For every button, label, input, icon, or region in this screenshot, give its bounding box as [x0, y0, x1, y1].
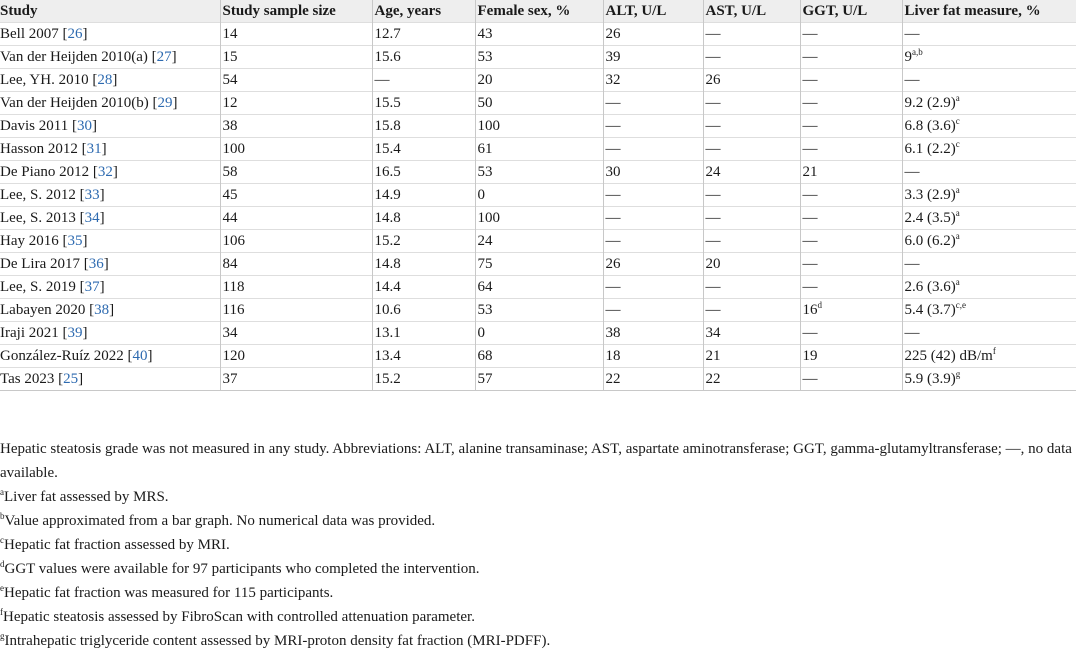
cell-ast: 24 [703, 161, 800, 184]
table-row [0, 92, 1076, 115]
cell-female: 20 [475, 69, 603, 92]
cell-liver-fat [902, 23, 1076, 46]
reference-link[interactable]: 40 [132, 347, 148, 364]
footnote-mark: a [955, 92, 960, 103]
footnote-mark: c [955, 138, 960, 149]
cell-liver-fat [902, 230, 1076, 253]
cell-female: 64 [475, 276, 603, 299]
study-name: Davis 2011 [ [0, 117, 77, 134]
reference-close: ] [172, 94, 178, 111]
footnote-mark: a [955, 207, 960, 218]
cell-alt: — [603, 299, 703, 322]
table-row [0, 184, 1076, 207]
footnote [0, 557, 1072, 581]
footnote-text: Value approximated from a bar graph. No numerical data was provided. [4, 513, 436, 529]
liver-fat-value: 9 [904, 48, 912, 65]
liver-fat-value: 5.4 (3.7) [904, 301, 956, 318]
table-notes [0, 437, 1072, 653]
cell-study [0, 138, 220, 161]
cell-alt: 26 [603, 253, 703, 276]
footnote [0, 629, 1072, 653]
cell-ggt [800, 207, 902, 230]
column-header: Female sex, % [475, 0, 603, 23]
table-row [0, 230, 1076, 253]
cell-ast: — [703, 276, 800, 299]
cell-sample-size: 34 [220, 322, 372, 345]
cell-age: 14.4 [372, 276, 475, 299]
reference-close: ] [109, 301, 115, 318]
cell-alt: — [603, 115, 703, 138]
study-name: González-Ruíz 2022 [ [0, 347, 133, 364]
footnote [0, 581, 1072, 605]
cell-ast: — [703, 230, 800, 253]
cell-female: 100 [475, 207, 603, 230]
study-name: Lee, S. 2019 [ [0, 278, 85, 295]
reference-link[interactable]: 27 [156, 48, 172, 65]
cell-sample-size: 100 [220, 138, 372, 161]
cell-age: 15.4 [372, 138, 475, 161]
liver-fat-value: 3.3 (2.9) [904, 186, 956, 203]
column-header: ALT, U/L [603, 0, 703, 23]
cell-age: 14.8 [372, 253, 475, 276]
reference-close: ] [112, 163, 118, 180]
reference-link[interactable]: 25 [63, 370, 79, 387]
cell-age: 15.2 [372, 230, 475, 253]
cell-ggt [800, 23, 902, 46]
cell-age: 15.8 [372, 115, 475, 138]
column-header: AST, U/L [703, 0, 800, 23]
cell-liver-fat [902, 207, 1076, 230]
ggt-value: — [802, 140, 818, 157]
cell-sample-size: 38 [220, 115, 372, 138]
reference-close: ] [91, 117, 97, 134]
cell-sample-size: 118 [220, 276, 372, 299]
column-header: GGT, U/L [800, 0, 902, 23]
reference-link[interactable]: 35 [67, 232, 83, 249]
cell-age: 16.5 [372, 161, 475, 184]
cell-liver-fat [902, 322, 1076, 345]
cell-age: 10.6 [372, 299, 475, 322]
reference-link[interactable]: 34 [84, 209, 100, 226]
cell-ast: 22 [703, 368, 800, 391]
table-row [0, 368, 1076, 391]
cell-ggt [800, 276, 902, 299]
footnote [0, 485, 1072, 509]
footnote [0, 509, 1072, 533]
cell-ggt [800, 92, 902, 115]
cell-study [0, 207, 220, 230]
ggt-value: — [802, 232, 818, 249]
ggt-value: — [802, 94, 818, 111]
table-row [0, 345, 1076, 368]
cell-alt: — [603, 207, 703, 230]
table-row [0, 253, 1076, 276]
cell-ast: — [703, 92, 800, 115]
reference-close: ] [78, 370, 84, 387]
cell-ggt [800, 322, 902, 345]
study-name: Hasson 2012 [ [0, 140, 87, 157]
reference-link[interactable]: 36 [88, 255, 104, 272]
cell-female: 53 [475, 161, 603, 184]
footnote [0, 605, 1072, 629]
cell-ggt [800, 69, 902, 92]
cell-liver-fat [902, 184, 1076, 207]
cell-sample-size: 54 [220, 69, 372, 92]
cell-study [0, 23, 220, 46]
cell-liver-fat [902, 299, 1076, 322]
ggt-value: — [802, 186, 818, 203]
cell-alt: 39 [603, 46, 703, 69]
cell-ggt [800, 368, 902, 391]
liver-fat-value: 5.9 (3.9) [904, 370, 956, 387]
cell-ggt [800, 138, 902, 161]
cell-study [0, 46, 220, 69]
column-header: Study [0, 0, 220, 23]
cell-sample-size: 106 [220, 230, 372, 253]
cell-alt: — [603, 138, 703, 161]
cell-study [0, 92, 220, 115]
cell-sample-size: 37 [220, 368, 372, 391]
column-header: Study sample size [220, 0, 372, 23]
footnote-mark: a,b [912, 46, 923, 57]
ggt-value: — [802, 117, 818, 134]
liver-fat-value: 2.4 (3.5) [904, 209, 956, 226]
table-row [0, 46, 1076, 69]
cell-ggt [800, 253, 902, 276]
cell-female: 57 [475, 368, 603, 391]
footnote-mark: c,e [955, 299, 966, 310]
cell-ast: — [703, 207, 800, 230]
table-row [0, 138, 1076, 161]
reference-close: ] [171, 48, 177, 65]
liver-fat-value: 6.0 (6.2) [904, 232, 956, 249]
cell-alt: 26 [603, 23, 703, 46]
study-name: Van der Heijden 2010(b) [ [0, 94, 158, 111]
cell-study [0, 368, 220, 391]
cell-study [0, 299, 220, 322]
cell-study [0, 230, 220, 253]
reference-link[interactable]: 39 [67, 324, 83, 341]
reference-link[interactable]: 31 [86, 140, 102, 157]
cell-ggt [800, 184, 902, 207]
ggt-value: — [802, 209, 818, 226]
cell-alt: — [603, 230, 703, 253]
cell-female: 68 [475, 345, 603, 368]
reference-close: ] [82, 232, 88, 249]
study-name: Labayen 2020 [ [0, 301, 95, 318]
reference-link[interactable]: 37 [84, 278, 100, 295]
table-row [0, 322, 1076, 345]
cell-sample-size: 14 [220, 23, 372, 46]
cell-female: 53 [475, 46, 603, 69]
cell-age: 15.6 [372, 46, 475, 69]
ggt-value: 19 [802, 347, 818, 364]
footnote-text: Liver fat assessed by MRS. [4, 489, 169, 505]
liver-fat-value: — [904, 255, 920, 272]
footnote-mark: c [955, 115, 960, 126]
reference-close: ] [103, 255, 109, 272]
footnote-text: GGT values were available for 97 participants who completed the intervention. [4, 561, 480, 577]
table-row [0, 276, 1076, 299]
cell-alt: 18 [603, 345, 703, 368]
reference-close: ] [112, 71, 118, 88]
cell-alt: 32 [603, 69, 703, 92]
ggt-value: 21 [802, 163, 818, 180]
cell-age: 14.9 [372, 184, 475, 207]
study-name: Lee, S. 2013 [ [0, 209, 85, 226]
cell-female: 53 [475, 299, 603, 322]
cell-female: 43 [475, 23, 603, 46]
cell-study [0, 322, 220, 345]
ggt-value: 16 [802, 301, 818, 318]
footnote-mark: f [992, 345, 996, 356]
reference-close: ] [99, 209, 105, 226]
cell-study [0, 161, 220, 184]
cell-female: 0 [475, 184, 603, 207]
study-name: Iraji 2021 [ [0, 324, 68, 341]
table-row [0, 23, 1076, 46]
cell-liver-fat [902, 115, 1076, 138]
cell-ggt [800, 115, 902, 138]
table-row [0, 115, 1076, 138]
cell-female: 0 [475, 322, 603, 345]
reference-close: ] [99, 278, 105, 295]
reference-link[interactable]: 38 [94, 301, 110, 318]
column-header: Age, years [372, 0, 475, 23]
cell-age: 13.1 [372, 322, 475, 345]
liver-fat-value: — [904, 71, 920, 88]
cell-sample-size: 116 [220, 299, 372, 322]
footnote-mark: a [0, 487, 4, 497]
study-name: Lee, YH. 2010 [ [0, 71, 98, 88]
reference-link[interactable]: 30 [76, 117, 92, 134]
table-row [0, 161, 1076, 184]
cell-study [0, 345, 220, 368]
cell-ast: 26 [703, 69, 800, 92]
study-name: Van der Heijden 2010(a) [ [0, 48, 157, 65]
cell-female: 50 [475, 92, 603, 115]
footnote-list [0, 485, 1072, 653]
cell-female: 61 [475, 138, 603, 161]
ggt-value: — [802, 25, 818, 42]
cell-alt: 30 [603, 161, 703, 184]
cell-ggt [800, 345, 902, 368]
cell-alt: 22 [603, 368, 703, 391]
footnote-text: Intrahepatic triglyceride content assessed by MRI-proton density fat fraction (MRI-PDFF). [4, 633, 551, 649]
reference-link[interactable]: 28 [97, 71, 113, 88]
liver-fat-value: — [904, 163, 920, 180]
cell-female: 75 [475, 253, 603, 276]
liver-fat-value: — [904, 324, 920, 341]
cell-ast: 34 [703, 322, 800, 345]
ggt-value: — [802, 324, 818, 341]
cell-liver-fat [902, 69, 1076, 92]
cell-female: 100 [475, 115, 603, 138]
cell-ast: 21 [703, 345, 800, 368]
ggt-value: — [802, 370, 818, 387]
footnote-mark: f [0, 607, 3, 617]
liver-fat-value: 6.8 (3.6) [904, 117, 956, 134]
reference-close: ] [82, 25, 88, 42]
cell-ast: 20 [703, 253, 800, 276]
cell-ast: — [703, 184, 800, 207]
cell-alt: — [603, 184, 703, 207]
cell-sample-size: 120 [220, 345, 372, 368]
liver-fat-value: — [904, 25, 920, 42]
footnote-mark: d [817, 299, 822, 310]
cell-study [0, 69, 220, 92]
cell-liver-fat [902, 92, 1076, 115]
reference-close: ] [82, 324, 88, 341]
liver-fat-value: 2.6 (3.6) [904, 278, 956, 295]
cell-liver-fat [902, 345, 1076, 368]
footnote-mark: a [955, 276, 960, 287]
cell-ast: — [703, 23, 800, 46]
footnote-mark: a [955, 230, 960, 241]
cell-ggt [800, 161, 902, 184]
reference-link[interactable]: 29 [157, 94, 173, 111]
cell-female: 24 [475, 230, 603, 253]
table-row [0, 69, 1076, 92]
cell-alt: — [603, 92, 703, 115]
cell-sample-size: 58 [220, 161, 372, 184]
cell-alt: 38 [603, 322, 703, 345]
footnote-text: Hepatic fat fraction assessed by MRI. [4, 537, 230, 553]
reference-link[interactable]: 26 [67, 25, 83, 42]
liver-fat-value: 6.1 (2.2) [904, 140, 956, 157]
cell-liver-fat [902, 161, 1076, 184]
cell-age: 12.7 [372, 23, 475, 46]
table-row [0, 207, 1076, 230]
column-header: Liver fat measure, % [902, 0, 1076, 23]
cell-sample-size: 45 [220, 184, 372, 207]
study-name: Tas 2023 [ [0, 370, 64, 387]
study-name: De Piano 2012 [ [0, 163, 98, 180]
footnote [0, 533, 1072, 557]
cell-ast: — [703, 138, 800, 161]
reference-close: ] [99, 186, 105, 203]
reference-link[interactable]: 32 [97, 163, 113, 180]
reference-close: ] [147, 347, 153, 364]
cell-ast: — [703, 299, 800, 322]
ggt-value: — [802, 71, 818, 88]
footnote-text: Hepatic steatosis assessed by FibroScan with controlled attenuation parameter. [3, 609, 475, 625]
cell-age: 13.4 [372, 345, 475, 368]
study-name: Hay 2016 [ [0, 232, 68, 249]
footnote-text: Hepatic fat fraction was measured for 115 participants. [4, 585, 334, 601]
table-row [0, 299, 1076, 322]
cell-age: 15.2 [372, 368, 475, 391]
cell-liver-fat [902, 253, 1076, 276]
table-body [0, 23, 1076, 391]
cell-sample-size: 12 [220, 92, 372, 115]
cell-liver-fat [902, 46, 1076, 69]
reference-close: ] [101, 140, 107, 157]
footnote-mark: a [955, 184, 960, 195]
ggt-value: — [802, 278, 818, 295]
ggt-value: — [802, 255, 818, 272]
cell-ast: — [703, 46, 800, 69]
cell-ggt [800, 299, 902, 322]
cell-liver-fat [902, 276, 1076, 299]
footnote-mark: c [0, 535, 4, 545]
cell-study [0, 253, 220, 276]
footnote-mark: d [0, 559, 5, 569]
footnote-mark: g [0, 631, 5, 641]
footnote-mark: e [0, 583, 4, 593]
footnote-mark: b [0, 511, 5, 521]
cell-age: — [372, 69, 475, 92]
study-name: De Lira 2017 [ [0, 255, 89, 272]
cell-sample-size: 84 [220, 253, 372, 276]
ggt-value: — [802, 48, 818, 65]
cell-study [0, 115, 220, 138]
cell-study [0, 276, 220, 299]
cell-sample-size: 44 [220, 207, 372, 230]
cell-sample-size: 15 [220, 46, 372, 69]
reference-link[interactable]: 33 [84, 186, 100, 203]
cell-liver-fat [902, 368, 1076, 391]
study-name: Lee, S. 2012 [ [0, 186, 85, 203]
cell-alt: — [603, 276, 703, 299]
notes-main: Hepatic steatosis grade was not measured in any study. Abbreviations: ALT, alanine transaminase; AST, aspartate aminotransferase; GGT, gamma-glutamyltransferase; —, no data available. [0, 441, 1072, 481]
liver-fat-value: 225 (42) dB/m [904, 347, 993, 364]
cell-ggt [800, 230, 902, 253]
cell-liver-fat [902, 138, 1076, 161]
footnote-mark: g [955, 368, 961, 379]
liver-fat-value: 9.2 (2.9) [904, 94, 956, 111]
cell-ggt [800, 46, 902, 69]
study-name: Bell 2007 [ [0, 25, 68, 42]
cell-age: 14.8 [372, 207, 475, 230]
cell-age: 15.5 [372, 92, 475, 115]
cell-study [0, 184, 220, 207]
table-header-row [0, 0, 1076, 23]
cell-ast: — [703, 115, 800, 138]
